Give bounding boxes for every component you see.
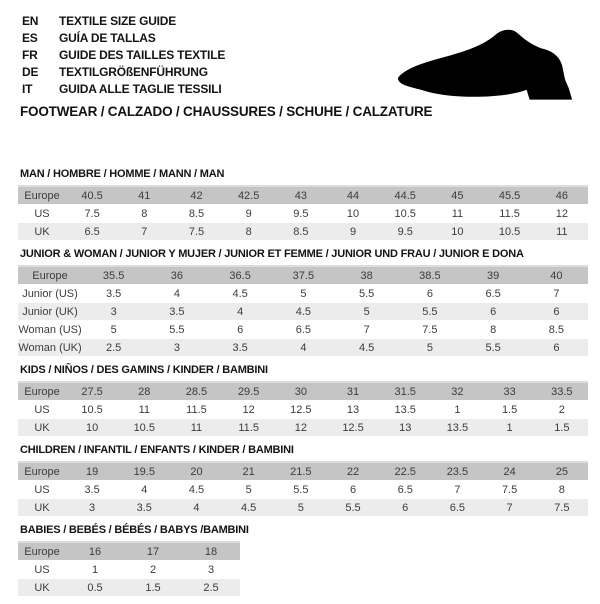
language-list (22, 12, 225, 97)
size-cell: 42 (170, 186, 222, 205)
size-cell: 3.5 (145, 303, 208, 321)
size-cell: 35.5 (82, 266, 145, 285)
size-cell: 6 (209, 321, 272, 339)
language-label: GUÍA DE TALLAS (59, 30, 156, 45)
size-cell: 11 (431, 205, 483, 223)
size-cell: 1.5 (484, 401, 536, 419)
row-label: UK (18, 223, 66, 241)
size-cell: 22.5 (379, 462, 431, 481)
size-cell: 7 (335, 321, 398, 339)
size-cell: 2 (124, 561, 182, 579)
size-cell: 9.5 (275, 205, 327, 223)
size-cell: 3 (145, 339, 208, 357)
row-label: US (18, 561, 66, 579)
size-cell: 6 (398, 285, 461, 303)
size-cell: 11 (118, 401, 170, 419)
size-cell: 21.5 (275, 462, 327, 481)
size-table (18, 265, 588, 357)
size-cell: 36.5 (209, 266, 272, 285)
table-row (18, 382, 588, 401)
size-cell: 8 (118, 205, 170, 223)
row-label: UK (18, 579, 66, 597)
size-cell: 5.5 (275, 481, 327, 499)
row-label: UK (18, 419, 66, 437)
table-row (18, 339, 588, 357)
row-label: Junior (US) (18, 285, 82, 303)
size-table (18, 541, 240, 597)
language-row (22, 46, 225, 63)
size-cell: 45 (431, 186, 483, 205)
row-label: Woman (US) (18, 321, 82, 339)
size-cell: 1.5 (536, 419, 588, 437)
size-cell: 3 (182, 561, 240, 579)
size-cell: 30 (275, 382, 327, 401)
size-cell: 46 (536, 186, 588, 205)
size-cell: 10.5 (484, 223, 536, 241)
section-title: BABIES / BEBÉS / BÉBÉS / BABYS /BAMBINI (20, 524, 249, 536)
table-row (18, 266, 588, 285)
section-title: JUNIOR & WOMAN / JUNIOR Y MUJER / JUNIOR ET FEMME / JUNIOR UND FRAU / JUNIOR E DONA (20, 248, 524, 260)
size-cell: 2 (536, 401, 588, 419)
size-cell: 5 (335, 303, 398, 321)
size-cell: 39 (462, 266, 525, 285)
table-row (18, 561, 240, 579)
size-cell: 4.5 (209, 285, 272, 303)
language-code: ES (22, 30, 38, 45)
size-cell: 12.5 (327, 419, 379, 437)
row-label: Europe (18, 382, 66, 401)
table-row (18, 186, 588, 205)
size-cell: 10.5 (66, 401, 118, 419)
size-cell: 18 (182, 542, 240, 561)
row-label: Europe (18, 186, 66, 205)
size-cell: 7 (525, 285, 588, 303)
size-cell: 10 (66, 419, 118, 437)
size-cell: 6 (525, 303, 588, 321)
size-cell: 45.5 (484, 186, 536, 205)
table-row (18, 481, 588, 499)
size-cell: 6.5 (431, 499, 483, 517)
size-cell: 5 (82, 321, 145, 339)
size-cell: 27.5 (66, 382, 118, 401)
size-cell: 6.5 (379, 481, 431, 499)
size-section (18, 168, 590, 241)
size-cell: 3.5 (82, 285, 145, 303)
size-cell: 11 (536, 223, 588, 241)
size-cell: 13 (327, 401, 379, 419)
size-cell: 4 (118, 481, 170, 499)
size-cell: 4.5 (335, 339, 398, 357)
size-cell: 5 (272, 285, 335, 303)
size-cell: 5 (398, 339, 461, 357)
size-cell: 43 (275, 186, 327, 205)
size-cell: 40 (525, 266, 588, 285)
table-row (18, 321, 588, 339)
size-cell: 8.5 (275, 223, 327, 241)
size-cell: 33 (484, 382, 536, 401)
size-cell: 31 (327, 382, 379, 401)
language-row (22, 29, 225, 46)
size-cell: 4 (272, 339, 335, 357)
size-cell: 11.5 (170, 401, 222, 419)
size-cell: 12 (275, 419, 327, 437)
size-cell: 28 (118, 382, 170, 401)
size-cell: 6 (525, 339, 588, 357)
size-cell: 1.5 (124, 579, 182, 597)
size-cell: 5.5 (327, 499, 379, 517)
size-cell: 24 (484, 462, 536, 481)
size-cell: 10 (431, 223, 483, 241)
size-cell: 10.5 (379, 205, 431, 223)
size-cell: 4 (170, 499, 222, 517)
size-cell: 12.5 (275, 401, 327, 419)
language-code: IT (22, 81, 33, 96)
size-cell: 4 (209, 303, 272, 321)
section-title: KIDS / NIÑOS / DES GAMINS / KINDER / BAMBINI (20, 364, 268, 376)
size-cell: 6 (462, 303, 525, 321)
row-label: Europe (18, 462, 66, 481)
size-cell: 5 (223, 481, 275, 499)
size-cell: 11.5 (484, 205, 536, 223)
size-cell: 41 (118, 186, 170, 205)
size-section (18, 444, 590, 517)
language-label: TEXTILE SIZE GUIDE (59, 13, 177, 28)
size-cell: 33.5 (536, 382, 588, 401)
size-cell: 8 (536, 481, 588, 499)
size-cell: 7.5 (484, 481, 536, 499)
size-cell: 11 (170, 419, 222, 437)
table-row (18, 205, 588, 223)
size-cell: 7.5 (66, 205, 118, 223)
size-cell: 2.5 (82, 339, 145, 357)
row-label: US (18, 401, 66, 419)
size-cell: 7.5 (398, 321, 461, 339)
size-cell: 10.5 (118, 419, 170, 437)
size-table (18, 461, 588, 517)
size-cell: 8.5 (170, 205, 222, 223)
size-cell: 22 (327, 462, 379, 481)
section-title: MAN / HOMBRE / HOMME / MANN / MAN (20, 168, 225, 180)
table-row (18, 223, 588, 241)
size-cell: 3 (66, 499, 118, 517)
size-cell: 17 (124, 542, 182, 561)
table-row (18, 579, 240, 597)
size-cell: 21 (223, 462, 275, 481)
row-label: US (18, 205, 66, 223)
size-section (18, 364, 590, 437)
size-section (18, 248, 590, 357)
language-label: GUIDE DES TAILLES TEXTILE (59, 47, 226, 62)
size-cell: 8 (462, 321, 525, 339)
size-cell: 13.5 (431, 419, 483, 437)
section-title: CHILDREN / INFANTIL / ENFANTS / KINDER / BAMBINI (20, 444, 294, 456)
size-cell: 13 (379, 419, 431, 437)
size-cell: 3.5 (209, 339, 272, 357)
size-cell: 7 (118, 223, 170, 241)
size-cell: 31.5 (379, 382, 431, 401)
row-label: UK (18, 499, 66, 517)
language-row (22, 80, 225, 97)
row-label: Junior (UK) (18, 303, 82, 321)
size-cell: 19.5 (118, 462, 170, 481)
size-cell: 3.5 (118, 499, 170, 517)
table-row (18, 285, 588, 303)
size-cell: 37.5 (272, 266, 335, 285)
size-cell: 9 (223, 205, 275, 223)
category-title: FOOTWEAR / CALZADO / CHAUSSURES / SCHUHE / CALZATURE (20, 104, 433, 119)
size-cell: 32 (431, 382, 483, 401)
size-cell: 5 (275, 499, 327, 517)
size-cell: 5.5 (398, 303, 461, 321)
size-cell: 44.5 (379, 186, 431, 205)
size-cell: 40.5 (66, 186, 118, 205)
size-cell: 7 (431, 481, 483, 499)
size-cell: 28.5 (170, 382, 222, 401)
size-cell: 7.5 (536, 499, 588, 517)
language-code: EN (22, 13, 39, 28)
size-cell: 3.5 (66, 481, 118, 499)
size-cell: 25 (536, 462, 588, 481)
size-tables (18, 168, 590, 604)
table-row (18, 303, 588, 321)
size-table (18, 381, 588, 437)
size-cell: 5.5 (335, 285, 398, 303)
table-row (18, 542, 240, 561)
size-section (18, 524, 590, 597)
size-cell: 0.5 (66, 579, 124, 597)
size-cell: 12 (536, 205, 588, 223)
size-cell: 7 (484, 499, 536, 517)
size-cell: 20 (170, 462, 222, 481)
size-cell: 1 (66, 561, 124, 579)
size-cell: 4.5 (272, 303, 335, 321)
size-cell: 5.5 (145, 321, 208, 339)
size-cell: 38 (335, 266, 398, 285)
size-cell: 9 (327, 223, 379, 241)
row-label: US (18, 481, 66, 499)
size-cell: 8 (223, 223, 275, 241)
row-label: Europe (18, 542, 66, 561)
table-row (18, 462, 588, 481)
size-cell: 10 (327, 205, 379, 223)
row-label: Europe (18, 266, 82, 285)
dress-shoe-icon (390, 20, 588, 110)
size-cell: 8.5 (525, 321, 588, 339)
size-cell: 3 (82, 303, 145, 321)
size-cell: 29.5 (223, 382, 275, 401)
size-cell: 6 (379, 499, 431, 517)
size-cell: 2.5 (182, 579, 240, 597)
size-cell: 1 (431, 401, 483, 419)
size-cell: 44 (327, 186, 379, 205)
size-cell: 6.5 (66, 223, 118, 241)
size-cell: 42.5 (223, 186, 275, 205)
size-cell: 16 (66, 542, 124, 561)
size-cell: 19 (66, 462, 118, 481)
size-cell: 6.5 (272, 321, 335, 339)
language-label: GUIDA ALLE TAGLIE TESSILI (59, 81, 222, 96)
size-cell: 4.5 (223, 499, 275, 517)
language-row (22, 12, 225, 29)
size-cell: 12 (223, 401, 275, 419)
row-label: Woman (UK) (18, 339, 82, 357)
language-row (22, 63, 225, 80)
table-row (18, 401, 588, 419)
size-cell: 11.5 (223, 419, 275, 437)
size-cell: 6.5 (462, 285, 525, 303)
size-cell: 4.5 (170, 481, 222, 499)
size-cell: 7.5 (170, 223, 222, 241)
size-cell: 36 (145, 266, 208, 285)
size-cell: 1 (484, 419, 536, 437)
size-cell: 23.5 (431, 462, 483, 481)
size-cell: 9.5 (379, 223, 431, 241)
language-label: TEXTILGRÖßENFÜHRUNG (59, 64, 208, 79)
size-cell: 6 (327, 481, 379, 499)
size-cell: 5.5 (462, 339, 525, 357)
size-cell: 13.5 (379, 401, 431, 419)
size-cell: 4 (145, 285, 208, 303)
language-code: DE (22, 64, 39, 79)
size-table (18, 185, 588, 241)
size-cell: 38.5 (398, 266, 461, 285)
table-row (18, 419, 588, 437)
language-code: FR (22, 47, 38, 62)
table-row (18, 499, 588, 517)
